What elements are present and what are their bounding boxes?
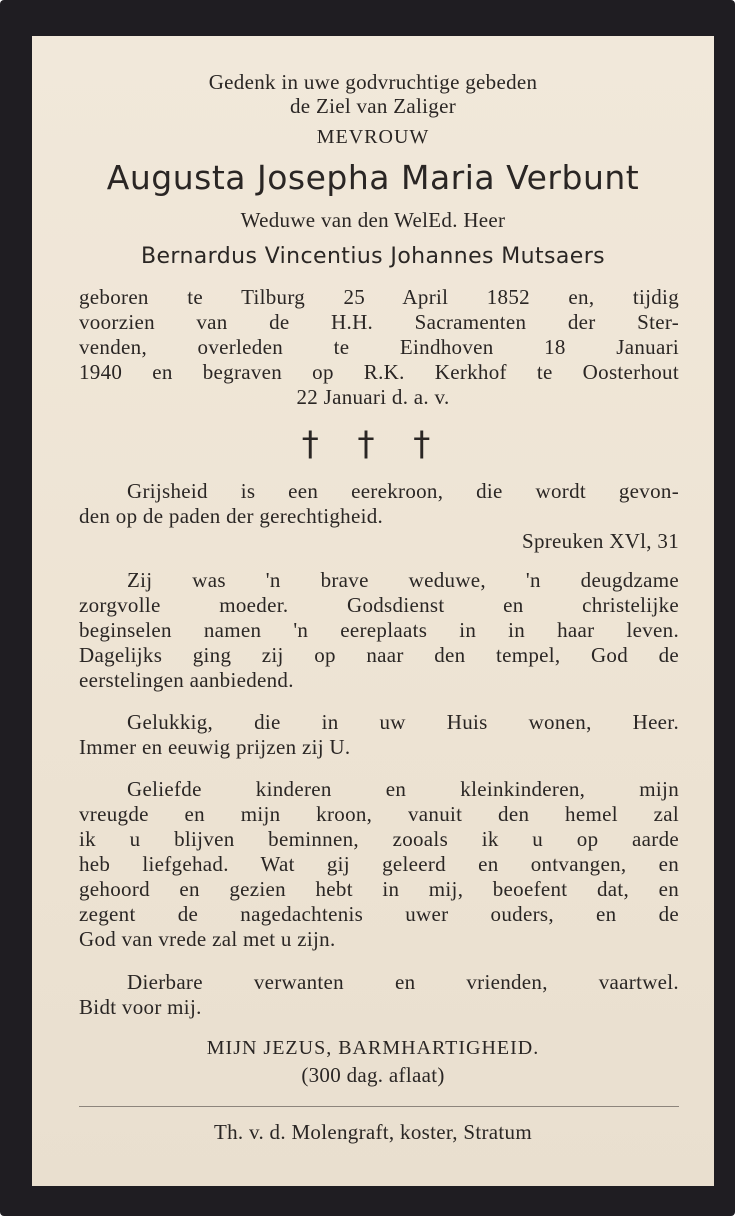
bio-line: venden, overleden te Eindhoven 18 Januari <box>79 335 679 359</box>
paragraph-line: zegent de nagedachtenis uwer ouders, en de <box>79 902 679 926</box>
soul-line: de Ziel van Zaliger <box>289 94 457 118</box>
crosses-ornament: † † † <box>301 424 445 464</box>
deceased-name: Augusta Josepha Maria Verbunt <box>106 158 640 197</box>
paragraph-line: Dagelijks ging zij op naar den tempel, God de <box>79 643 679 667</box>
paragraph-line: heb liefgehad. Wat gij geleerd en ontvangen, en <box>79 852 679 876</box>
paragraph-line: beginselen namen 'n eereplaats in in haar leven. <box>79 618 679 642</box>
printer-credit: Th. v. d. Molengraft, koster, Stratum <box>213 1120 532 1144</box>
bio-line-last: 22 Januari d. a. v. <box>296 385 450 409</box>
bio-line: voorzien van de H.H. Sacramenten der Ster- <box>79 310 679 334</box>
prayer-line: MIJN JEZUS, BARMHARTIGHEID. <box>206 1037 540 1059</box>
title-mevrouw: MEVROUW <box>316 126 430 148</box>
quote-source: Spreuken XVl, 31 <box>521 529 679 553</box>
prayer-request-line: Gedenk in uwe godvruchtige gebeden <box>208 70 538 94</box>
paragraph-line: vreugde en mijn kroon, vanuit den hemel zal <box>79 802 679 826</box>
paragraph-line: ik u blijven beminnen, zooals ik u op aarde <box>79 827 679 851</box>
paragraph-line: gehoord en gezien hebt in mij, beoefent dat, en <box>79 877 679 901</box>
paragraph-line: eerstelingen aanbiedend. <box>79 668 294 692</box>
bio-line: 1940 en begraven op R.K. Kerkhof te Oosterhout <box>79 360 679 384</box>
paragraph-line: God van vrede zal met u zijn. <box>79 927 336 951</box>
memorial-card <box>32 36 714 1186</box>
divider <box>79 1106 679 1107</box>
paragraph-line: Geliefde kinderen en kleinkinderen, mijn <box>127 777 679 801</box>
bio-line: geboren te Tilburg 25 April 1852 en, tijdig <box>79 285 679 309</box>
paragraph-line: zorgvolle moeder. Godsdienst en christelijke <box>79 593 679 617</box>
indulgence-line: (300 dag. aflaat) <box>301 1063 445 1087</box>
husband-name: Bernardus Vincentius Johannes Mutsaers <box>140 244 606 269</box>
quote-line: Grijsheid is een eerekroon, die wordt gevon- <box>127 479 679 503</box>
paragraph-line: Gelukkig, die in uw Huis wonen, Heer. <box>127 710 679 734</box>
quote-line: den op de paden der gerechtigheid. <box>79 504 384 528</box>
paragraph-line: Immer en eeuwig prijzen zij U. <box>79 735 351 759</box>
paragraph-line: Zij was 'n brave weduwe, 'n deugdzame <box>127 568 679 592</box>
paragraph-line: Bidt voor mij. <box>79 995 202 1019</box>
widow-line: Weduwe van den WelEd. Heer <box>240 208 506 232</box>
paragraph-line: Dierbare verwanten en vrienden, vaartwel. <box>127 970 679 994</box>
